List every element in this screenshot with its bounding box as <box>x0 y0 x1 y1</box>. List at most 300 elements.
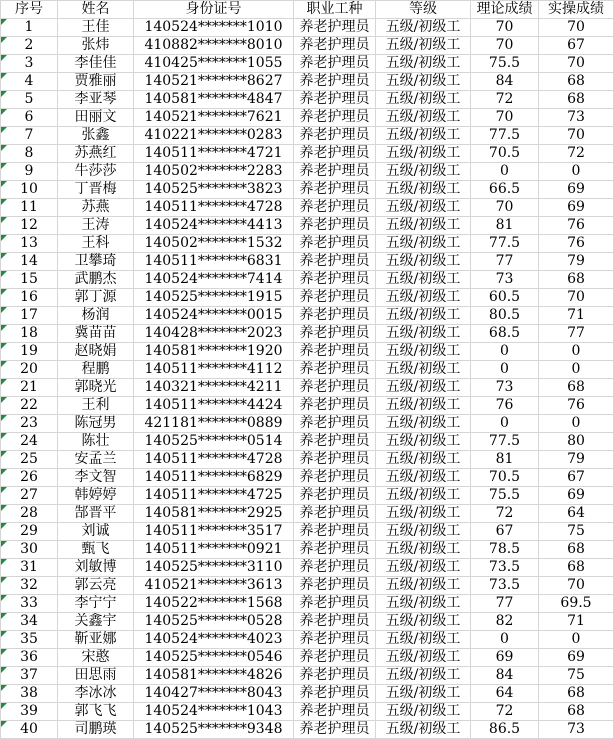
cell-level[interactable] <box>376 415 471 433</box>
cell-practice[interactable] <box>539 649 613 667</box>
cell-theory[interactable] <box>471 181 539 199</box>
cell-level[interactable] <box>376 271 471 289</box>
cell-name[interactable] <box>58 37 134 55</box>
cell-practice[interactable] <box>539 577 613 595</box>
cell-id[interactable] <box>134 703 294 721</box>
cell-level[interactable] <box>376 505 471 523</box>
cell-id[interactable] <box>134 73 294 91</box>
cell-practice[interactable] <box>539 469 613 487</box>
cell-id[interactable] <box>134 487 294 505</box>
cell-id[interactable] <box>134 721 294 739</box>
column-header-level[interactable] <box>376 1 471 19</box>
cell-job[interactable] <box>294 307 376 325</box>
cell-id[interactable] <box>134 163 294 181</box>
cell-no[interactable] <box>1 415 58 433</box>
cell-level[interactable] <box>376 253 471 271</box>
error-indicator-icon <box>1 163 7 169</box>
cell-id[interactable] <box>134 307 294 325</box>
cell-theory[interactable] <box>471 127 539 145</box>
cell-level[interactable] <box>376 649 471 667</box>
cell-practice[interactable] <box>539 271 613 289</box>
cell-name[interactable] <box>58 325 134 343</box>
cell-theory[interactable] <box>471 595 539 613</box>
cell-theory[interactable] <box>471 19 539 37</box>
cell-name[interactable] <box>58 127 134 145</box>
cell-practice[interactable] <box>539 397 613 415</box>
cell-job[interactable] <box>294 559 376 577</box>
cell-no[interactable] <box>1 541 58 559</box>
cell-name[interactable] <box>58 703 134 721</box>
cell-practice[interactable] <box>539 109 613 127</box>
cell-no[interactable] <box>1 73 58 91</box>
cell-job[interactable] <box>294 163 376 181</box>
cell-job[interactable] <box>294 37 376 55</box>
cell-theory[interactable] <box>471 487 539 505</box>
cell-name[interactable] <box>58 145 134 163</box>
cell-job[interactable] <box>294 613 376 631</box>
cell-name[interactable] <box>58 613 134 631</box>
cell-practice[interactable] <box>539 595 613 613</box>
cell-theory[interactable] <box>471 433 539 451</box>
cell-level[interactable] <box>376 361 471 379</box>
cell-theory[interactable] <box>471 73 539 91</box>
cell-theory[interactable] <box>471 505 539 523</box>
cell-job[interactable] <box>294 253 376 271</box>
cell-level[interactable] <box>376 289 471 307</box>
cell-job[interactable] <box>294 649 376 667</box>
cell-practice[interactable] <box>539 379 613 397</box>
cell-name[interactable] <box>58 667 134 685</box>
cell-job[interactable] <box>294 667 376 685</box>
column-header-label: 序号 <box>15 1 43 17</box>
cell-name[interactable] <box>58 577 134 595</box>
cell-id[interactable] <box>134 685 294 703</box>
cell-theory[interactable] <box>471 145 539 163</box>
cell-no[interactable] <box>1 109 58 127</box>
cell-theory[interactable] <box>471 415 539 433</box>
cell-job[interactable] <box>294 505 376 523</box>
column-header-no[interactable] <box>1 1 58 19</box>
cell-practice[interactable] <box>539 703 613 721</box>
cell-theory[interactable] <box>471 91 539 109</box>
cell-no[interactable] <box>1 37 58 55</box>
cell-level[interactable] <box>376 487 471 505</box>
cell-job[interactable] <box>294 343 376 361</box>
cell-theory[interactable] <box>471 451 539 469</box>
cell-no[interactable] <box>1 613 58 631</box>
cell-job[interactable] <box>294 127 376 145</box>
cell-value: 68 <box>567 379 585 395</box>
cell-practice[interactable] <box>539 145 613 163</box>
cell-practice[interactable] <box>539 613 613 631</box>
cell-practice[interactable] <box>539 631 613 649</box>
cell-id[interactable] <box>134 631 294 649</box>
cell-practice[interactable] <box>539 181 613 199</box>
cell-level[interactable] <box>376 73 471 91</box>
cell-id[interactable] <box>134 127 294 145</box>
cell-theory[interactable] <box>471 217 539 235</box>
cell-job[interactable] <box>294 541 376 559</box>
cell-id[interactable] <box>134 397 294 415</box>
cell-practice[interactable] <box>539 19 613 37</box>
cell-practice[interactable] <box>539 505 613 523</box>
cell-level[interactable] <box>376 307 471 325</box>
cell-job[interactable] <box>294 631 376 649</box>
cell-level[interactable] <box>376 685 471 703</box>
cell-name[interactable] <box>58 541 134 559</box>
cell-name[interactable] <box>58 523 134 541</box>
cell-id[interactable] <box>134 433 294 451</box>
cell-theory[interactable] <box>471 361 539 379</box>
cell-practice[interactable] <box>539 235 613 253</box>
cell-theory[interactable] <box>471 307 539 325</box>
cell-theory[interactable] <box>471 631 539 649</box>
column-header-name[interactable] <box>58 1 134 19</box>
cell-id[interactable] <box>134 235 294 253</box>
cell-name[interactable] <box>58 685 134 703</box>
column-header-job[interactable] <box>294 1 376 19</box>
cell-practice[interactable] <box>539 163 613 181</box>
cell-job[interactable] <box>294 55 376 73</box>
cell-name[interactable] <box>58 361 134 379</box>
cell-practice[interactable] <box>539 325 613 343</box>
cell-job[interactable] <box>294 235 376 253</box>
cell-practice[interactable] <box>539 253 613 271</box>
cell-level[interactable] <box>376 721 471 739</box>
cell-practice[interactable] <box>539 289 613 307</box>
cell-value: 140581*******2925 <box>144 505 283 521</box>
cell-id[interactable] <box>134 343 294 361</box>
cell-id[interactable] <box>134 109 294 127</box>
cell-job[interactable] <box>294 487 376 505</box>
cell-job[interactable] <box>294 433 376 451</box>
cell-job[interactable] <box>294 577 376 595</box>
cell-level[interactable] <box>376 541 471 559</box>
cell-name[interactable] <box>58 649 134 667</box>
cell-no[interactable] <box>1 145 58 163</box>
cell-no[interactable] <box>1 559 58 577</box>
cell-job[interactable] <box>294 415 376 433</box>
cell-id[interactable] <box>134 91 294 109</box>
cell-job[interactable] <box>294 703 376 721</box>
cell-practice[interactable] <box>539 127 613 145</box>
cell-theory[interactable] <box>471 325 539 343</box>
cell-no[interactable] <box>1 55 58 73</box>
cell-level[interactable] <box>376 145 471 163</box>
cell-no[interactable] <box>1 433 58 451</box>
cell-name[interactable] <box>58 307 134 325</box>
cell-practice[interactable] <box>539 343 613 361</box>
cell-level[interactable] <box>376 325 471 343</box>
cell-id[interactable] <box>134 271 294 289</box>
cell-name[interactable] <box>58 559 134 577</box>
cell-name[interactable] <box>58 631 134 649</box>
cell-job[interactable] <box>294 217 376 235</box>
cell-id[interactable] <box>134 19 294 37</box>
cell-practice[interactable] <box>539 91 613 109</box>
cell-name[interactable] <box>58 199 134 217</box>
cell-id[interactable] <box>134 451 294 469</box>
cell-id[interactable] <box>134 199 294 217</box>
cell-job[interactable] <box>294 721 376 739</box>
cell-id[interactable] <box>134 37 294 55</box>
cell-theory[interactable] <box>471 199 539 217</box>
cell-no[interactable] <box>1 19 58 37</box>
cell-level[interactable] <box>376 127 471 145</box>
cell-no[interactable] <box>1 235 58 253</box>
cell-theory[interactable] <box>471 721 539 739</box>
cell-practice[interactable] <box>539 415 613 433</box>
cell-theory[interactable] <box>471 469 539 487</box>
cell-job[interactable] <box>294 289 376 307</box>
cell-practice[interactable] <box>539 307 613 325</box>
cell-no[interactable] <box>1 253 58 271</box>
cell-level[interactable] <box>376 469 471 487</box>
cell-job[interactable] <box>294 145 376 163</box>
cell-name[interactable] <box>58 19 134 37</box>
cell-theory[interactable] <box>471 343 539 361</box>
cell-id[interactable] <box>134 469 294 487</box>
cell-id[interactable] <box>134 559 294 577</box>
cell-level[interactable] <box>376 703 471 721</box>
cell-id[interactable] <box>134 577 294 595</box>
cell-job[interactable] <box>294 397 376 415</box>
cell-practice[interactable] <box>539 361 613 379</box>
cell-id[interactable] <box>134 415 294 433</box>
cell-theory[interactable] <box>471 253 539 271</box>
cell-theory[interactable] <box>471 397 539 415</box>
cell-job[interactable] <box>294 73 376 91</box>
cell-name[interactable] <box>58 343 134 361</box>
cell-practice[interactable] <box>539 433 613 451</box>
cell-job[interactable] <box>294 523 376 541</box>
cell-level[interactable] <box>376 91 471 109</box>
cell-no[interactable] <box>1 289 58 307</box>
cell-practice[interactable] <box>539 721 613 739</box>
cell-name[interactable] <box>58 433 134 451</box>
cell-job[interactable] <box>294 199 376 217</box>
cell-theory[interactable] <box>471 577 539 595</box>
cell-job[interactable] <box>294 469 376 487</box>
cell-level[interactable] <box>376 37 471 55</box>
cell-no[interactable] <box>1 343 58 361</box>
cell-practice[interactable] <box>539 523 613 541</box>
cell-id[interactable] <box>134 613 294 631</box>
cell-id[interactable] <box>134 55 294 73</box>
cell-id[interactable] <box>134 289 294 307</box>
cell-no[interactable] <box>1 379 58 397</box>
cell-name[interactable] <box>58 415 134 433</box>
column-header-id[interactable] <box>134 1 294 19</box>
cell-job[interactable] <box>294 181 376 199</box>
cell-no[interactable] <box>1 703 58 721</box>
cell-level[interactable] <box>376 181 471 199</box>
cell-theory[interactable] <box>471 271 539 289</box>
cell-value: 0 <box>571 415 581 431</box>
cell-name[interactable] <box>58 397 134 415</box>
cell-name[interactable] <box>58 181 134 199</box>
cell-no[interactable] <box>1 721 58 739</box>
cell-id[interactable] <box>134 325 294 343</box>
cell-id[interactable] <box>134 505 294 523</box>
cell-no[interactable] <box>1 199 58 217</box>
cell-theory[interactable] <box>471 613 539 631</box>
cell-no[interactable] <box>1 505 58 523</box>
cell-practice[interactable] <box>539 667 613 685</box>
cell-level[interactable] <box>376 199 471 217</box>
cell-job[interactable] <box>294 379 376 397</box>
cell-theory[interactable] <box>471 163 539 181</box>
cell-no[interactable] <box>1 361 58 379</box>
cell-no[interactable] <box>1 451 58 469</box>
cell-theory[interactable] <box>471 703 539 721</box>
cell-level[interactable] <box>376 379 471 397</box>
cell-job[interactable] <box>294 109 376 127</box>
cell-no[interactable] <box>1 649 58 667</box>
cell-name[interactable] <box>58 487 134 505</box>
cell-theory[interactable] <box>471 289 539 307</box>
cell-no[interactable] <box>1 181 58 199</box>
cell-name[interactable] <box>58 469 134 487</box>
cell-name[interactable] <box>58 595 134 613</box>
cell-name[interactable] <box>58 109 134 127</box>
cell-job[interactable] <box>294 451 376 469</box>
cell-id[interactable] <box>134 379 294 397</box>
cell-id[interactable] <box>134 181 294 199</box>
cell-practice[interactable] <box>539 451 613 469</box>
cell-level[interactable] <box>376 55 471 73</box>
cell-no[interactable] <box>1 163 58 181</box>
cell-job[interactable] <box>294 595 376 613</box>
cell-no[interactable] <box>1 271 58 289</box>
cell-level[interactable] <box>376 109 471 127</box>
cell-level[interactable] <box>376 217 471 235</box>
cell-level[interactable] <box>376 19 471 37</box>
cell-level[interactable] <box>376 631 471 649</box>
cell-practice[interactable] <box>539 199 613 217</box>
cell-no[interactable] <box>1 217 58 235</box>
cell-level[interactable] <box>376 577 471 595</box>
cell-theory[interactable] <box>471 523 539 541</box>
cell-level[interactable] <box>376 523 471 541</box>
cell-job[interactable] <box>294 361 376 379</box>
cell-job[interactable] <box>294 685 376 703</box>
cell-id[interactable] <box>134 145 294 163</box>
cell-level[interactable] <box>376 613 471 631</box>
cell-name[interactable] <box>58 379 134 397</box>
cell-practice[interactable] <box>539 487 613 505</box>
cell-theory[interactable] <box>471 685 539 703</box>
cell-no[interactable] <box>1 595 58 613</box>
cell-id[interactable] <box>134 541 294 559</box>
cell-level[interactable] <box>376 235 471 253</box>
cell-theory[interactable] <box>471 109 539 127</box>
cell-name[interactable] <box>58 235 134 253</box>
cell-no[interactable] <box>1 397 58 415</box>
cell-no[interactable] <box>1 469 58 487</box>
cell-job[interactable] <box>294 271 376 289</box>
cell-level[interactable] <box>376 343 471 361</box>
cell-id[interactable] <box>134 667 294 685</box>
cell-id[interactable] <box>134 361 294 379</box>
cell-name[interactable] <box>58 451 134 469</box>
cell-theory[interactable] <box>471 649 539 667</box>
cell-no[interactable] <box>1 91 58 109</box>
cell-no[interactable] <box>1 667 58 685</box>
cell-id[interactable] <box>134 595 294 613</box>
cell-name[interactable] <box>58 253 134 271</box>
cell-no[interactable] <box>1 307 58 325</box>
cell-no[interactable] <box>1 685 58 703</box>
cell-theory[interactable] <box>471 541 539 559</box>
cell-value: 3 <box>24 55 34 71</box>
cell-level[interactable] <box>376 433 471 451</box>
cell-theory[interactable] <box>471 235 539 253</box>
cell-name[interactable] <box>58 271 134 289</box>
cell-name[interactable] <box>58 721 134 739</box>
cell-level[interactable] <box>376 397 471 415</box>
cell-practice[interactable] <box>539 685 613 703</box>
cell-level[interactable] <box>376 451 471 469</box>
cell-practice[interactable] <box>539 217 613 235</box>
cell-theory[interactable] <box>471 559 539 577</box>
cell-name[interactable] <box>58 91 134 109</box>
cell-value: 养老护理员 <box>299 541 370 557</box>
cell-name[interactable] <box>58 505 134 523</box>
cell-id[interactable] <box>134 649 294 667</box>
cell-job[interactable] <box>294 19 376 37</box>
cell-theory[interactable] <box>471 55 539 73</box>
cell-theory[interactable] <box>471 37 539 55</box>
cell-practice[interactable] <box>539 55 613 73</box>
column-header-theory[interactable] <box>471 1 539 19</box>
cell-name[interactable] <box>58 163 134 181</box>
table-row <box>1 433 613 451</box>
cell-value: 72 <box>495 703 514 719</box>
cell-level[interactable] <box>376 595 471 613</box>
cell-value: 140511*******4721 <box>144 145 283 161</box>
cell-no[interactable] <box>1 523 58 541</box>
cell-no[interactable] <box>1 487 58 505</box>
cell-id[interactable] <box>134 523 294 541</box>
cell-level[interactable] <box>376 667 471 685</box>
cell-practice[interactable] <box>539 541 613 559</box>
cell-value: 86.5 <box>488 721 521 737</box>
cell-no[interactable] <box>1 631 58 649</box>
cell-name[interactable] <box>58 289 134 307</box>
column-header-practice[interactable] <box>539 1 613 19</box>
cell-theory[interactable] <box>471 667 539 685</box>
cell-practice[interactable] <box>539 559 613 577</box>
cell-level[interactable] <box>376 163 471 181</box>
cell-theory[interactable] <box>471 379 539 397</box>
cell-practice[interactable] <box>539 73 613 91</box>
cell-job[interactable] <box>294 325 376 343</box>
cell-no[interactable] <box>1 127 58 145</box>
cell-no[interactable] <box>1 577 58 595</box>
cell-value: 140502*******2283 <box>144 163 283 179</box>
cell-practice[interactable] <box>539 37 613 55</box>
cell-name[interactable] <box>58 73 134 91</box>
cell-name[interactable] <box>58 55 134 73</box>
cell-no[interactable] <box>1 325 58 343</box>
cell-id[interactable] <box>134 217 294 235</box>
error-indicator-icon <box>1 181 7 187</box>
cell-job[interactable] <box>294 91 376 109</box>
cell-id[interactable] <box>134 253 294 271</box>
cell-level[interactable] <box>376 559 471 577</box>
cell-name[interactable] <box>58 217 134 235</box>
